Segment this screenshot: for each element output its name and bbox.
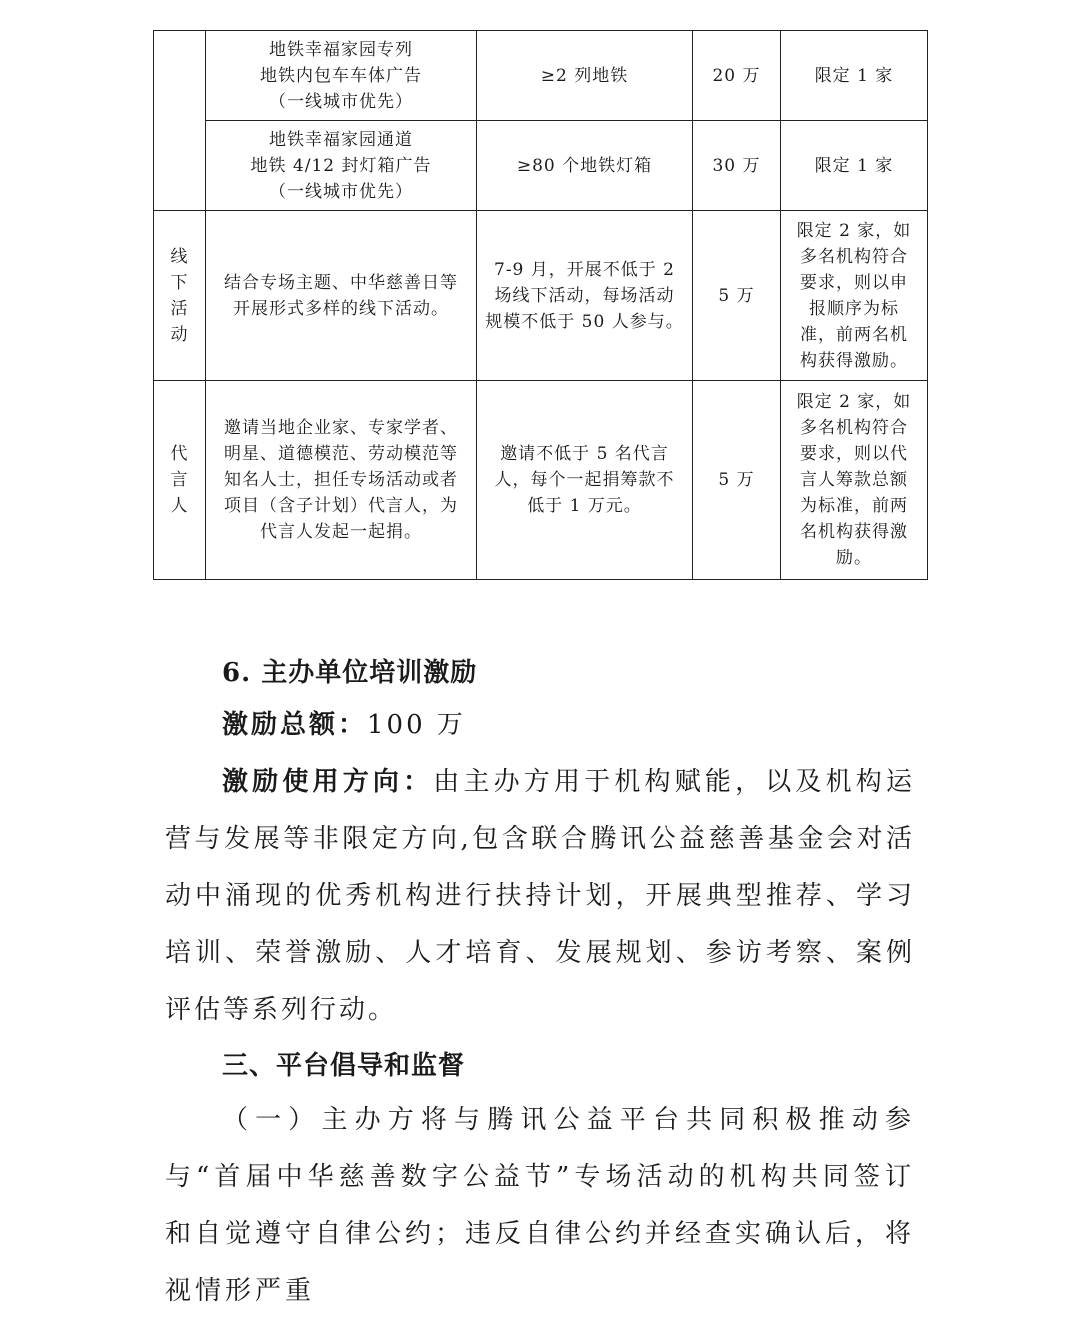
note-cell: 限定 1 家 [781, 31, 928, 121]
table-row [154, 121, 928, 211]
amount-cell: 20 万 [693, 31, 781, 121]
item-cell [206, 31, 477, 121]
note-line: 名机构获得激 [800, 522, 908, 542]
section6-total [222, 697, 922, 754]
category-char: 代 [170, 444, 189, 464]
note-cell: 限定 1 家 [781, 121, 928, 211]
requirement-line: 邀请不低于 5 名代言 [500, 444, 669, 464]
requirement-cell [477, 381, 693, 580]
usage-text: 由主办方用于机构赋能，以及机构运营与发展等非限定方向,包含联合腾讯公益慈善基金会对活动中涌现的优秀机构进行扶持计划，开展典型推荐、学习培训、荣誉激励、人才培育、发展规划、参访考察、案例评估等系列行动。 [165, 767, 915, 1025]
requirement-cell: ≥2 列地铁 [477, 31, 693, 121]
requirement-line: 低于 1 万元。 [527, 496, 642, 516]
note-line: 多名机构符合 [800, 418, 908, 438]
note-line: 构获得激励。 [800, 350, 908, 371]
note-line: 为标准，前两 [800, 496, 908, 516]
item-line: 地铁内包车车体广告 [260, 65, 422, 86]
category-char: 活 [170, 298, 189, 319]
item-line: 开展形式多样的线下活动。 [233, 298, 449, 319]
note-line: 要求，则以代 [800, 444, 908, 464]
category-cell-blank [154, 31, 206, 211]
requirement-line: 人，每个一起捐筹款不 [494, 470, 675, 490]
category-char: 人 [170, 496, 189, 516]
requirement-line: 规模不低于 50 人参与。 [485, 311, 684, 332]
note-line: 限定 2 家，如 [796, 392, 912, 412]
item-line: 地铁幸福家园通道 [269, 129, 413, 150]
incentive-table [153, 30, 928, 580]
note-line: 限定 2 家，如 [796, 220, 912, 241]
requirement-line: 场线下活动，每场活动 [494, 285, 675, 306]
amount-cell: 30 万 [693, 121, 781, 211]
requirement-cell: ≥80 个地铁灯箱 [477, 121, 693, 211]
item-line: 地铁幸福家园专列 [269, 39, 413, 60]
item-line: 代言人发起一起捐。 [260, 522, 422, 542]
requirement-line: 7-9 月，开展不低于 2 [494, 259, 675, 280]
item-cell [206, 121, 477, 211]
category-char: 动 [170, 324, 189, 345]
item-line: 结合专场主题、中华慈善日等 [224, 272, 458, 293]
total-value: 100 万 [367, 710, 466, 740]
item-line: （一线城市优先） [269, 91, 413, 112]
section6-title: 6. 主办单位培训激励 [222, 658, 478, 688]
category-cell [154, 381, 206, 580]
note-line: 言人筹款总额 [800, 470, 908, 490]
item-line: 邀请当地企业家、专家学者、 [224, 418, 458, 438]
amount-cell: 5 万 [693, 381, 781, 580]
note-line: 准，前两名机 [800, 324, 908, 345]
amount-cell: 5 万 [693, 211, 781, 381]
note-line: 励。 [836, 548, 872, 568]
note-cell [781, 381, 928, 580]
note-cell [781, 211, 928, 381]
item-line: 知名人士，担任专场活动或者 [224, 470, 458, 490]
note-line: 要求，则以申 [800, 272, 908, 293]
item-line: 明星、道德模范、劳动模范等 [224, 444, 458, 464]
category-char: 言 [170, 470, 189, 490]
section3-para1: （一）主办方将与腾讯公益平台共同积极推动参与“首届中华慈善数字公益节”专场活动的机构共同签订和自觉遵守自律公约；违反自律公约并经查实确认后，将视情形严重 [165, 1105, 916, 1306]
table-row [154, 31, 928, 121]
item-line: （一线城市优先） [269, 181, 413, 202]
note-line: 多名机构符合 [800, 246, 908, 267]
usage-label: 激励使用方向： [222, 767, 434, 797]
total-label: 激励总额： [222, 710, 368, 740]
requirement-cell [477, 211, 693, 381]
category-cell [154, 211, 206, 381]
category-char: 线 [170, 246, 189, 267]
note-line: 报顺序为标 [809, 298, 899, 319]
section6-usage [165, 754, 915, 1039]
item-cell [206, 211, 477, 381]
table-row [154, 381, 928, 580]
item-line: 项目（含子计划）代言人，为 [224, 496, 458, 516]
item-line: 地铁 4/12 封灯箱广告 [250, 155, 432, 176]
category-char: 下 [170, 272, 189, 293]
section3-title: 三、平台倡导和监督 [222, 1051, 466, 1081]
item-cell [206, 381, 477, 580]
table-row [154, 211, 928, 381]
